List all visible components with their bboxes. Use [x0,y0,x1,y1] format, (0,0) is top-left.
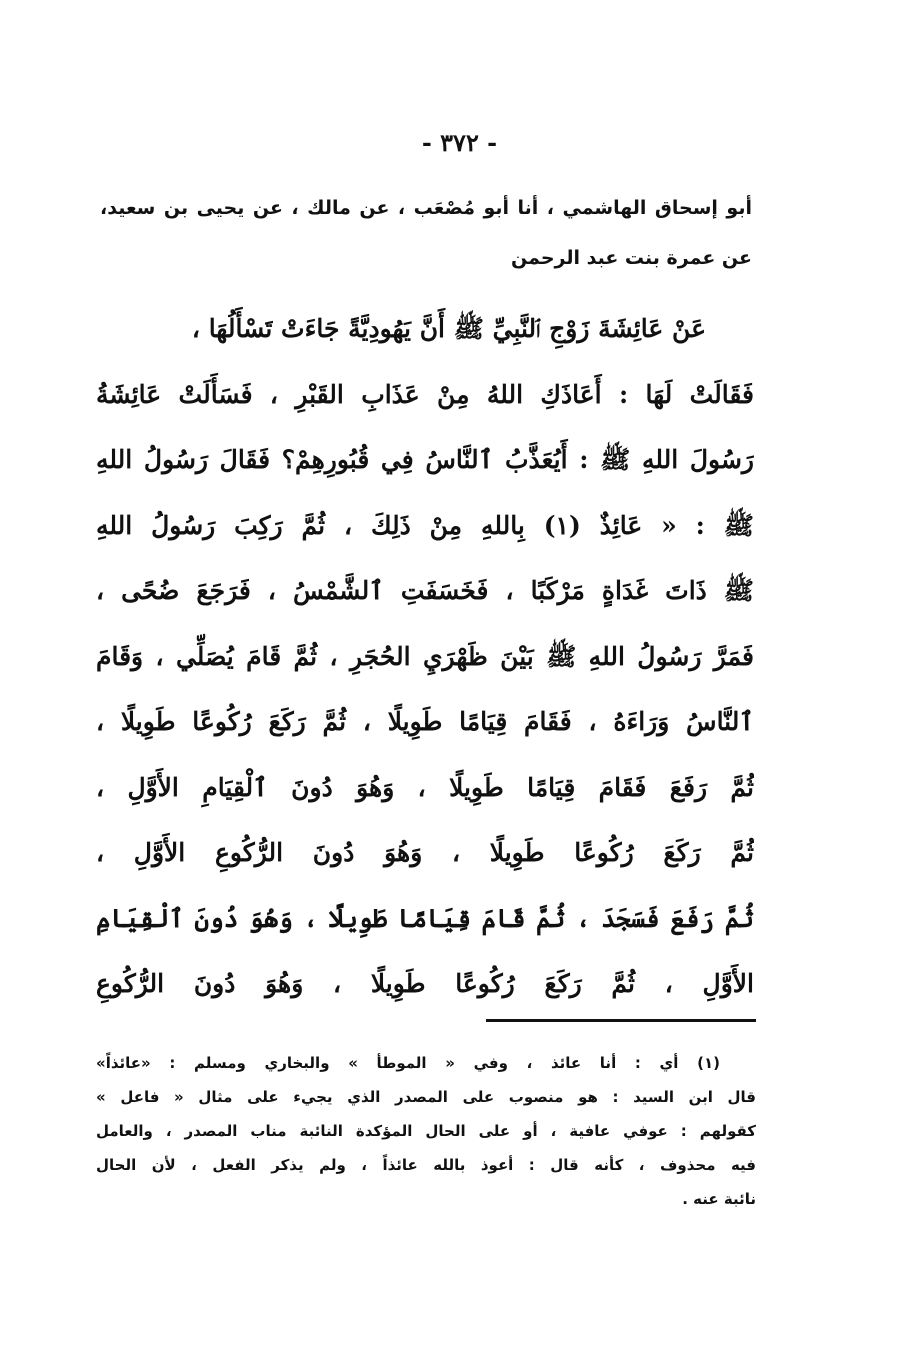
hadith-line: ثُمَّ رَفَعَ فَسَجَدَ ، ثُمَّ قَامَ قِيَامًا طَوِيلًا ، وَهُوَ دُونَ ٱلْقِيَامِ [96,903,754,933]
hadith-line: ٱلنَّاسُ وَرَاءَهُ ، فَقَامَ قِيَامًا طَوِيلًا ، ثُمَّ رَكَعَ رُكُوعًا طَوِيلًا ، [96,707,754,736]
isnad-line: عن عمرة بنت عبد الرحمن [511,247,752,269]
page-number: - ٣٧٢ - [421,128,498,157]
hadith-line: ثُمَّ رَفَعَ فَقَامَ قِيَامًا طَوِيلًا ، وَهُوَ دُونَ ٱلْقِيَامِ الأَوَّلِ ، [96,772,754,802]
hadith-line: ﷺ ذَاتَ غَدَاةٍ مَرْكَبًا ، فَخَسَفَتِ ٱلشَّمْسُ ، فَرَجَعَ ضُحًى ، [96,576,754,605]
footnote [96,1046,756,1216]
hadith-line: فَقَالَتْ لَهَا : أَعَاذَكِ اللهُ مِنْ عَذَابِ القَبْرِ ، فَسَأَلَتْ عَائِشَةُ [96,379,754,409]
footnote-line: قال ابن السيد : هو منصوب على المصدر الذي يجيء على مثال « فاعل » [96,1088,756,1106]
footnote-line: كقولهم : عوفي عافية ، أو على الحال المؤكدة النائبة مناب المصدر ، والعامل [96,1122,756,1140]
footnote-divider [486,1019,756,1022]
footnote-line: (١) أي : أنا عائذ ، وفي « الموطأ » والبخاري ومسلم : «عائذاً» [96,1054,720,1072]
hadith-line: ﷺ : « عَائِذٌ (١) بِاللهِ مِنْ ذَلِكَ ، ثُمَّ رَكِبَ رَسُولُ اللهِ [96,510,754,540]
hadith-line: عَنْ عَائِشَةَ زَوْجِ ٱلنَّبِيِّ ﷺ أَنَّ يَهُودِيَّةً جَاءَتْ تَسْأَلُهَا ، [191,314,706,343]
footnote-line: نائبة عنه . [682,1190,756,1208]
isnad-chain [100,183,752,283]
footnote-line: فيه محذوف ، كأنه قال : أعوذ بالله عائذاً ، ولم يذكر الفعل ، لأن الحال [96,1156,756,1174]
hadith-line: الأَوَّلِ ، ثُمَّ رَكَعَ رُكُوعًا طَوِيلًا ، وَهُوَ دُونَ الرُّكُوعِ [96,969,754,998]
isnad-line: أبو إسحاق الهاشمي ، أنا أبو مُصْعَب ، عن مالك ، عن يحيى بن سعيد، [100,197,752,219]
hadith-line: ثُمَّ رَكَعَ رُكُوعًا طَوِيلًا ، وَهُوَ دُونَ الرُّكُوعِ الأَوَّلِ ، [96,838,754,867]
hadith-text [96,296,754,1017]
hadith-line: رَسُولَ اللهِ ﷺ : أَيُعَذَّبُ ٱلنَّاسُ فِي قُبُورِهِمْ؟ فَقَالَ رَسُولُ اللهِ [96,445,754,474]
hadith-line: فَمَرَّ رَسُولُ اللهِ ﷺ بَيْنَ ظَهْرَيِ الحُجَرِ ، ثُمَّ قَامَ يُصَلِّي ، وَقَامَ [96,641,754,671]
